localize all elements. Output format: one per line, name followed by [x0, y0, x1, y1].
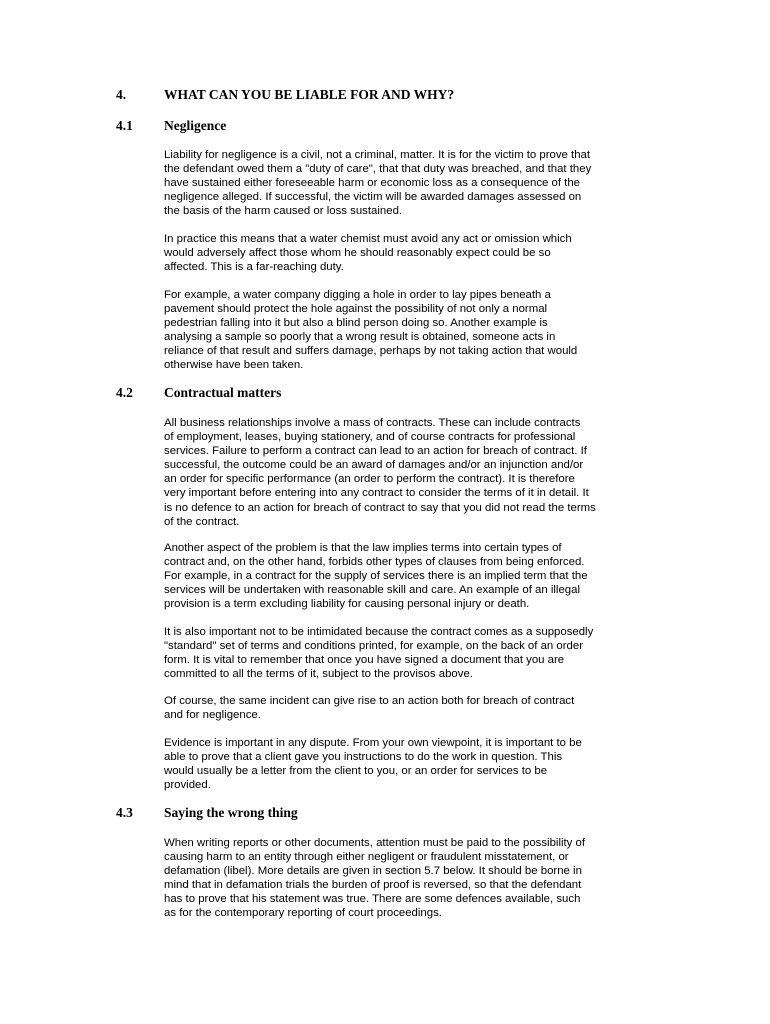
text-line: provision is a term excluding liability for causing personal injury or death.: [164, 598, 530, 611]
text-line: successful, the outcome could be an award of damages and/or an injunction and/or: [164, 459, 584, 472]
text-line: have sustained either foreseeable harm or economic loss as a consequence of the: [164, 177, 581, 190]
text-line: an order for specific performance (an order to perform the contract). It is therefore: [164, 473, 575, 486]
text-line: In practice this means that a water chemist must avoid any act or omission which: [164, 233, 572, 245]
text-line: is no defence to an action for breach of contract to say that you did not read the terms: [164, 501, 596, 514]
text-line: would usually be a letter from the client to you, or an order for services to be: [164, 765, 548, 778]
text-line: All business relationships involve a mass of contracts. These can include contracts: [164, 417, 581, 429]
text-line: able to prove that a client gave you instructions to do the work in question. This: [164, 751, 563, 764]
text-line: pavement should protect the hole against the possibility of not only a normal: [164, 303, 548, 316]
text-line: defamation (libel). More details are given in section 5.7 below. It should be borne in: [164, 865, 582, 878]
paragraph: [164, 736, 656, 792]
text-line: Liability for negligence is a civil, not a criminal, matter. It is for the victim to prove that: [164, 149, 591, 161]
section-title: WHAT CAN YOU BE LIABLE FOR AND WHY?: [164, 87, 455, 102]
text-line: as for the contemporary reporting of court proceedings.: [164, 907, 442, 920]
text-line: For example, a water company digging a hole in order to lay pipes beneath a: [164, 289, 551, 301]
text-line: For example, in a contract for the supply of services there is an implied term that the: [164, 570, 588, 583]
text-line: services. Failure to perform a contract can lead to an action for breach of contract. If: [164, 445, 587, 458]
text-line: Another aspect of the problem is that the law implies terms into certain types of: [164, 542, 562, 554]
text-line: otherwise have been taken.: [164, 359, 304, 372]
text-line: and for negligence.: [164, 709, 261, 722]
text-line: Evidence is important in any dispute. From your own viewpoint, it is important to be: [164, 737, 582, 749]
subsection-number: 4.1: [116, 118, 133, 133]
text-line: contract and, on the other hand, forbids other types of clauses from being enforced.: [164, 556, 585, 569]
text-line: has to prove that his statement was true. There are some defences available, such: [164, 893, 581, 906]
paragraph: [164, 288, 656, 373]
text-line: analysing a sample so poorly that a wrong result is obtained, someone acts in: [164, 331, 556, 344]
paragraph: [164, 694, 656, 722]
section-number: 4.: [116, 87, 127, 102]
text-line: provided.: [164, 779, 211, 792]
text-line: It is also important not to be intimidated because the contract comes as a supposedly: [164, 626, 594, 638]
subsection-title: Saying the wrong thing: [164, 805, 298, 820]
text-line: the defendant owed them a "duty of care", that that duty was breached, and that they: [164, 163, 592, 176]
text-line: "standard" set of terms and conditions printed, for example, on the back of an order: [164, 640, 584, 653]
text-line: services will be undertaken with reasonable skill and care. An example of an illegal: [164, 584, 580, 597]
paragraph: [164, 625, 656, 681]
text-line: Of course, the same incident can give rise to an action both for breach of contract: [164, 695, 575, 707]
text-line: reliance of that result and suffers damage, perhaps by not taking action that would: [164, 345, 578, 358]
paragraph: [164, 416, 656, 529]
text-line: committed to all the terms of it, subject to the provisos above.: [164, 668, 473, 681]
text-line: of employment, leases, buying stationery, and of course contracts for professional: [164, 431, 576, 444]
paragraph: [164, 836, 656, 921]
paragraph: [164, 148, 656, 218]
text-line: of the contract.: [164, 515, 240, 528]
text-line: very important before entering into any contract to consider the terms of it in detail. It: [164, 487, 589, 500]
text-line: the basis of the harm caused or loss sustained.: [164, 205, 403, 218]
text-line: mind that in defamation trials the burden of proof is reversed, so that the defendant: [164, 879, 582, 892]
text-line: negligence alleged. If successful, the victim will be awarded damages assessed on: [164, 191, 582, 204]
subsection-number: 4.2: [116, 385, 133, 400]
text-line: When writing reports or other documents, attention must be paid to the possibility of: [164, 837, 586, 849]
paragraph: [164, 232, 656, 274]
subsection-number: 4.3: [116, 805, 133, 820]
text-line: would adversely affect those whom he should reasonably expect could be so: [164, 247, 551, 260]
text-line: causing harm to an entity through either negligent or fraudulent misstatement, or: [164, 851, 569, 864]
text-line: form. It is vital to remember that once you have signed a document that you are: [164, 654, 565, 667]
subsection-title: Negligence: [164, 118, 227, 133]
paragraph: [164, 541, 656, 611]
subsection-title: Contractual matters: [164, 385, 282, 400]
text-line: affected. This is a far-reaching duty.: [164, 261, 344, 274]
text-line: pedestrian falling into it but also a blind person doing so. Another example is: [164, 317, 548, 330]
